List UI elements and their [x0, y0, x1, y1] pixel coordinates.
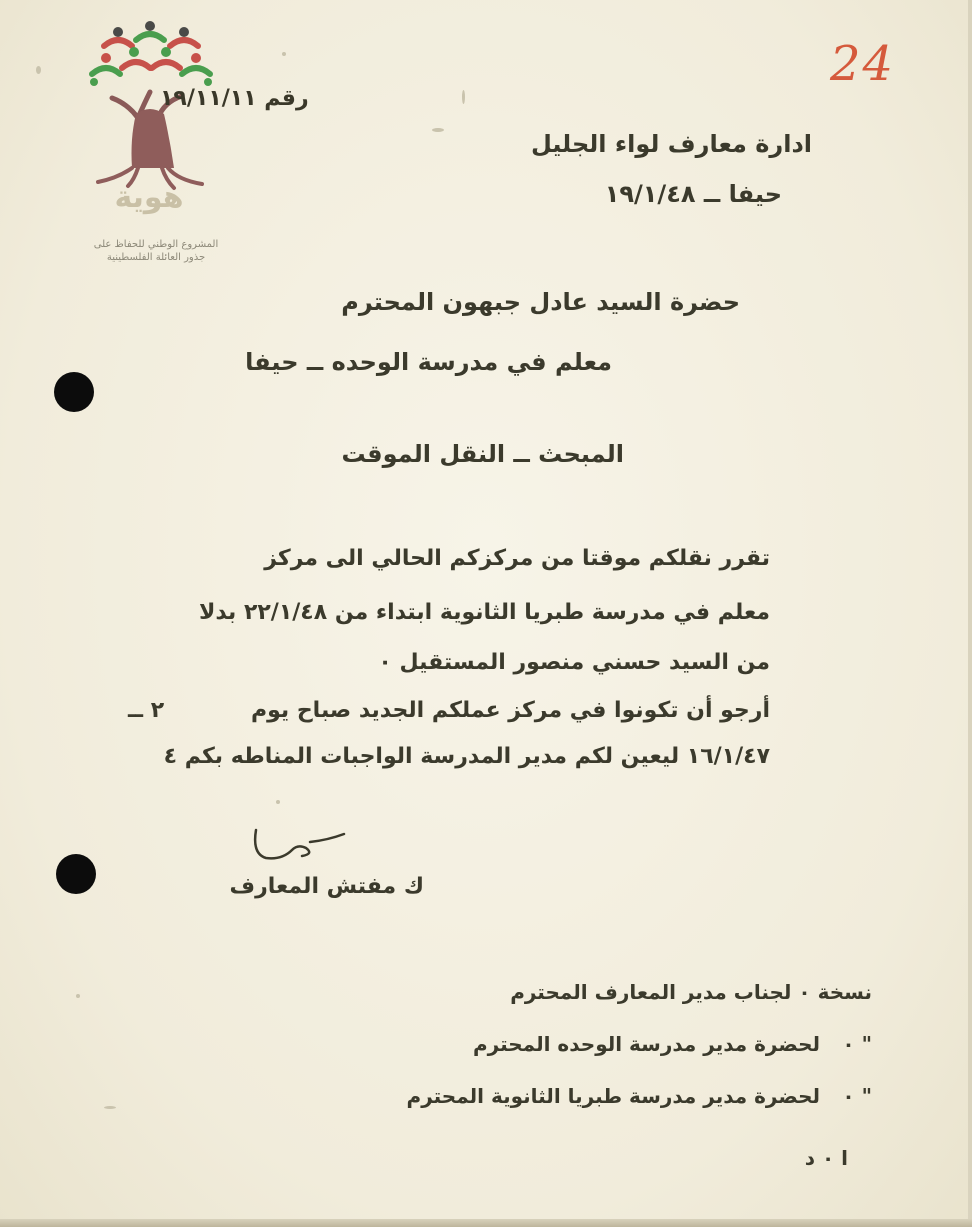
- copy-line: لحضرة مدير مدرسة طبريا الثانوية المحترم: [406, 1084, 820, 1108]
- copy-mark: " ٠: [842, 1084, 872, 1108]
- copy-line: نسخة ٠ لجناب مدير المعارف المحترم: [510, 980, 872, 1004]
- page-number: 24: [830, 36, 896, 92]
- speck: [282, 52, 286, 56]
- reference-number: رقم ١٩/١١/١١: [160, 86, 309, 111]
- speck: [432, 128, 444, 132]
- logo-caption-line: جذور العائلة الفلسطينية: [106, 252, 206, 263]
- page-edge: [968, 0, 972, 1227]
- people-icon: [90, 21, 212, 86]
- place-date: حيفا ــ ١٩/١/٤٨: [604, 180, 782, 208]
- copy-line: لحضرة مدير مدرسة الوحده المحترم: [473, 1032, 820, 1056]
- punch-hole: [56, 854, 96, 894]
- body-line: من السيد حسني منصور المستقيل ٠: [378, 650, 770, 675]
- body-line: ١٦/١/٤٧ ليعين لكم مدير المدرسة الواجبات المناطه بكم ٤: [163, 744, 770, 769]
- addressee-name: حضرة السيد عادل جبهون المحترم: [341, 288, 740, 316]
- logo-wordmark: هوية: [114, 180, 184, 215]
- addressee-position: معلم في مدرسة الوحده ــ حيفا: [245, 348, 612, 376]
- body-line: تقرر نقلكم موقتا من مركزكم الحالي الى مركز: [264, 546, 770, 571]
- speck: [462, 90, 465, 104]
- body-line: معلم في مدرسة طبريا الثانوية ابتداء من ٢٢/١/٤٨ بدلا: [198, 600, 770, 625]
- speck: [276, 800, 280, 804]
- paragraph-number: ٢ ــ: [128, 698, 165, 723]
- department-name: ادارة معارف لواء الجليل: [530, 130, 812, 158]
- signatory-title: ك مفتش المعارف: [229, 874, 424, 899]
- handwritten-signature: [248, 820, 358, 870]
- family-tree-logo: [78, 18, 228, 268]
- subject-line: المبحث ــ النقل الموقت: [341, 440, 624, 468]
- speck: [104, 1106, 116, 1109]
- speck: [36, 66, 41, 74]
- body-line: أرجو أن تكونوا في مركز عملكم الجديد صباح يوم: [250, 698, 770, 723]
- initials: ا ٠ د: [804, 1146, 848, 1170]
- speck: [76, 994, 80, 998]
- page-edge: [0, 1219, 972, 1227]
- logo-caption: [76, 238, 236, 264]
- punch-hole: [54, 372, 94, 412]
- copy-mark: " ٠: [842, 1032, 872, 1056]
- logo-caption-line: المشروع الوطني للحفاظ على: [93, 239, 219, 250]
